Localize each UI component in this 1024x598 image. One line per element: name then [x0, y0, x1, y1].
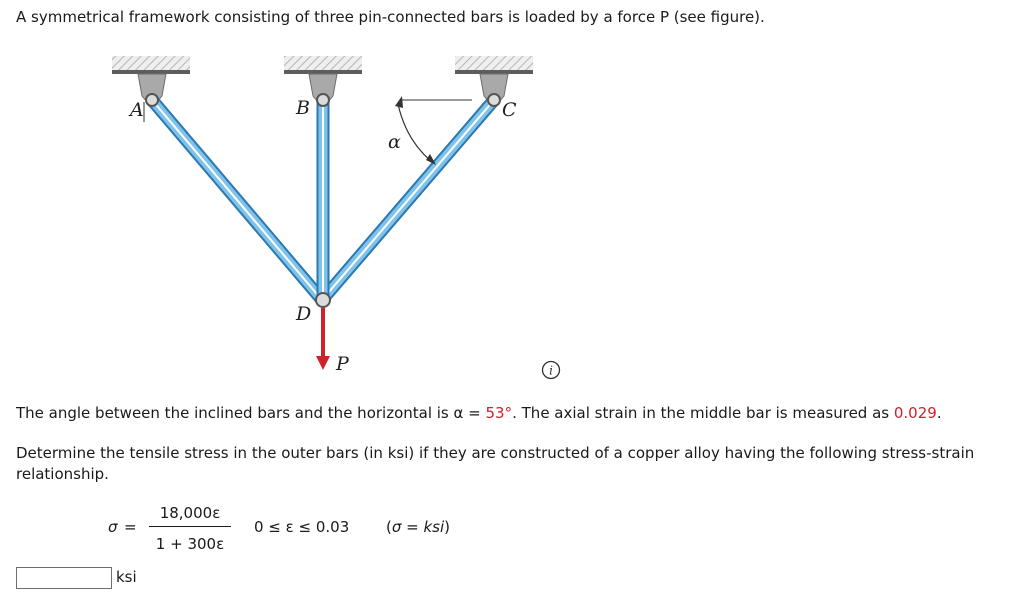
- strain-value: 0.029: [893, 404, 937, 422]
- units-sigma: σ = ksi: [391, 518, 445, 536]
- equation-units: [386, 518, 450, 536]
- units-open: (: [386, 518, 392, 536]
- info-icon[interactable]: [541, 360, 561, 380]
- bar-cd: [322, 100, 494, 300]
- equation-numerator: 18,000ε: [159, 504, 221, 522]
- given-text-end: .: [936, 404, 942, 422]
- equation-denominator: 1 + 300ε: [155, 535, 225, 553]
- label-alpha: α: [388, 131, 401, 153]
- label-p: P: [336, 353, 349, 375]
- answer-input[interactable]: [16, 567, 112, 589]
- angle-value: 53°: [485, 404, 513, 422]
- svg-text:i: i: [549, 363, 553, 378]
- equation-equals: =: [124, 518, 137, 536]
- equation-condition: 0 ≤ ε ≤ 0.03: [254, 518, 350, 536]
- answer-unit: ksi: [116, 568, 137, 586]
- angle-arc: [398, 104, 432, 162]
- stress-strain-equation: [16, 500, 616, 560]
- label-a: A: [130, 99, 144, 121]
- given-data-paragraph: [16, 404, 942, 422]
- label-b: B: [296, 97, 310, 119]
- equation-lhs: σ: [108, 518, 118, 536]
- label-c: C: [502, 99, 517, 121]
- units-close: ): [444, 518, 450, 536]
- pin-a: [146, 94, 158, 106]
- given-text-start: The angle between the inclined bars and the horizontal is α =: [16, 404, 486, 422]
- problem-intro: A symmetrical framework consisting of three pin-connected bars is loaded by a force P (see figure).: [16, 8, 765, 26]
- question-paragraph: Determine the tensile stress in the outer bars (in ksi) if they are constructed of a copper alloy having the following stress-strain relationship.: [16, 444, 975, 483]
- pin-c: [488, 94, 500, 106]
- angle-arrowhead-top: [395, 96, 403, 108]
- pin-b: [317, 94, 329, 106]
- bar-ad: [152, 100, 322, 300]
- label-d: D: [296, 303, 312, 325]
- given-text-middle: . The axial strain in the middle bar is measured as: [512, 404, 894, 422]
- pin-d: [316, 293, 330, 307]
- load-arrowhead: [316, 356, 330, 370]
- framework-figure: [110, 44, 550, 384]
- fraction-bar: [149, 526, 231, 527]
